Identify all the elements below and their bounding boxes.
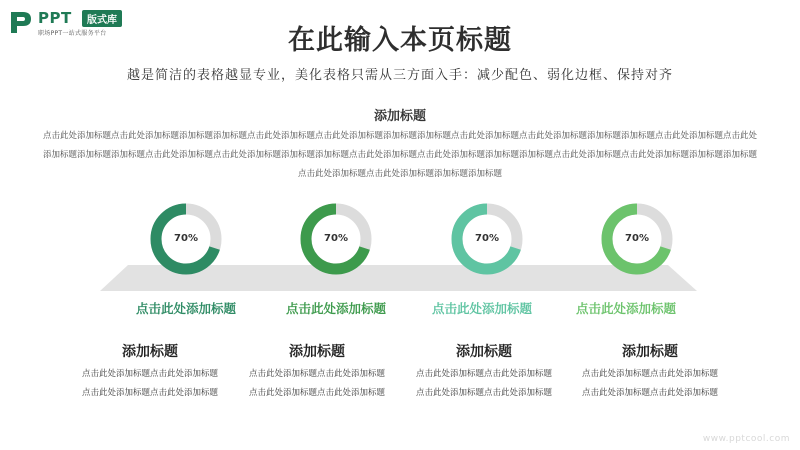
item-caption: 点击此处添加标题 — [431, 301, 532, 316]
card-body: 点击此处添加标题点击此处添加标题点击此处添加标题点击此处添加标题 — [81, 369, 218, 398]
card-title: 添加标题 — [622, 344, 678, 360]
logo-tagline: 职场PPT一站式服务平台 — [38, 30, 107, 37]
page-subtitle: 越是简洁的表格越显专业，美化表格只需从三方面入手：减少配色、弱化边框、保持对齐 — [126, 68, 673, 83]
card-title: 添加标题 — [456, 344, 512, 360]
logo-wordmark: PPT — [38, 9, 72, 27]
card-body: 点击此处添加标题点击此处添加标题点击此处添加标题点击此处添加标题 — [415, 369, 552, 398]
card-title: 添加标题 — [289, 344, 345, 360]
item-caption: 点击此处添加标题 — [575, 301, 676, 316]
card-title: 添加标题 — [122, 344, 178, 360]
page-title: 在此输入本页标题 — [288, 25, 512, 56]
item-caption: 点击此处添加标题 — [285, 301, 386, 316]
progress-label: 70% — [174, 233, 198, 244]
item-caption: 点击此处添加标题 — [135, 301, 236, 316]
logo-badge: 版式库 — [82, 10, 122, 27]
progress-label: 70% — [324, 233, 348, 244]
watermark: www.pptcool.com — [702, 434, 790, 444]
progress-label: 70% — [625, 233, 649, 244]
intro-body: 点击此处添加标题点击此处添加标题添加标题添加标题点击此处添加标题点击此处添加标题添加标题添加标题点击此处添加标题点击此处添加标题添加标题添加标题点击此处添加标题点击此处添加标题添加标题添加标题点击此处添加标题点击此处添加标题添加标题添加标题点击此处添加标题点击此处添加标题添加标题添加标题点击此处添加标题点击此处添加标题添加标题添加标题点击此处添加标题点击此处添加标题添加标题添加标题 — [42, 131, 757, 179]
progress-label: 70% — [475, 233, 499, 244]
card-body: 点击此处添加标题点击此处添加标题点击此处添加标题点击此处添加标题 — [581, 369, 718, 398]
card-body: 点击此处添加标题点击此处添加标题点击此处添加标题点击此处添加标题 — [248, 369, 385, 398]
intro-title: 添加标题 — [373, 109, 426, 124]
